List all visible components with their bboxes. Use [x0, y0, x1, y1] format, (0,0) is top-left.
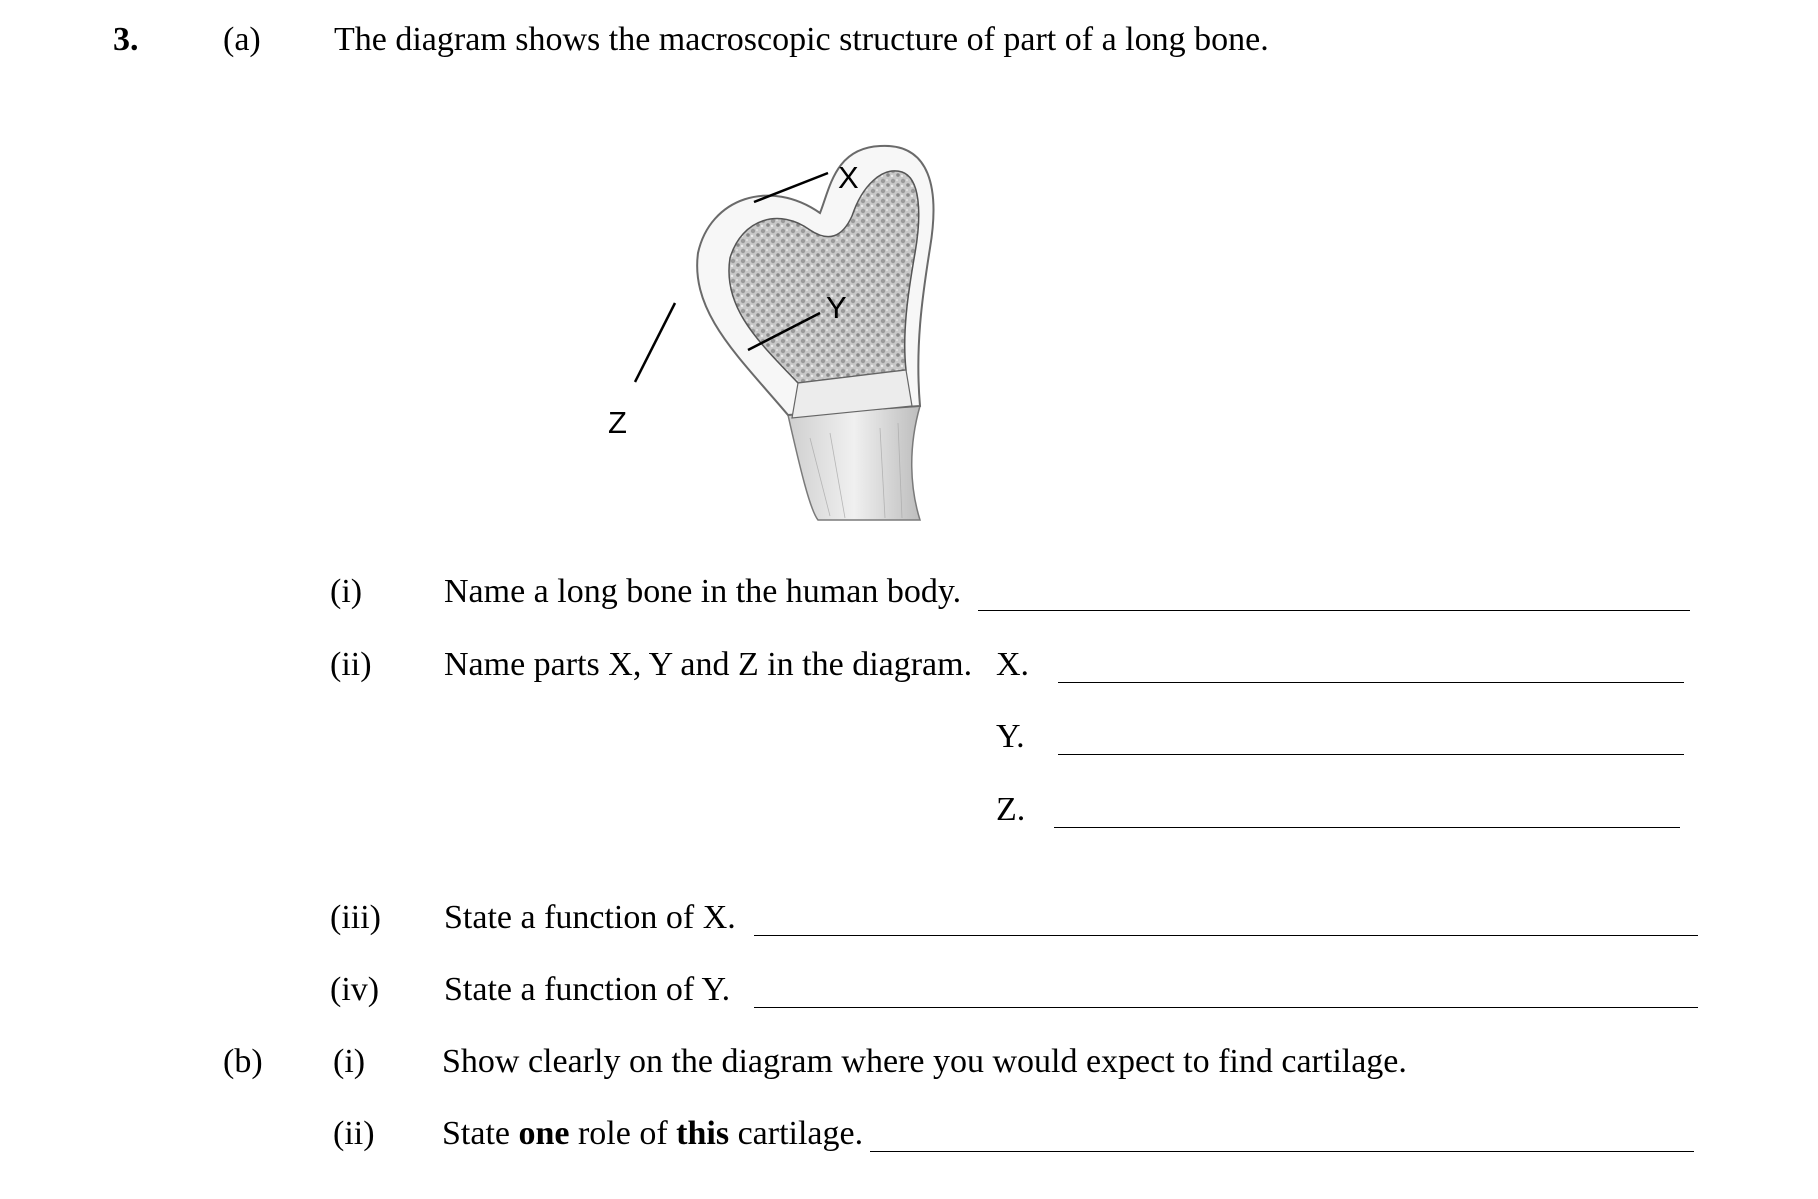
item-b-ii-text [442, 1114, 863, 1154]
item-b-ii-bold-one: one [518, 1115, 570, 1152]
diagram-label-x: X [838, 160, 859, 195]
item-b-ii-text-pre: State [442, 1115, 519, 1152]
item-a-i-text: Name a long bone in the human body. [444, 573, 962, 610]
item-a-iv-number: (iv) [330, 971, 380, 1008]
diagram-label-z: Z [608, 405, 627, 440]
item-b-ii-text-post: cartilage. [729, 1115, 864, 1152]
item-b-ii-bold-this: this [676, 1115, 730, 1152]
long-bone-diagram [608, 138, 1030, 538]
leader-line-z [635, 303, 675, 382]
item-a-i-number: (i) [330, 573, 363, 610]
item-a-iii-number: (iii) [330, 899, 381, 936]
part-y-label: Y. [996, 718, 1025, 755]
answer-line-part-x[interactable] [1058, 682, 1684, 683]
answer-line-b-ii[interactable] [870, 1151, 1694, 1152]
item-a-iv-text: State a function of Y. [444, 971, 731, 1008]
answer-line-a-i[interactable] [978, 610, 1690, 611]
item-b-ii-number: (ii) [333, 1115, 375, 1152]
item-a-ii-text: Name parts X, Y and Z in the diagram. [444, 646, 973, 683]
question-number: 3. [113, 21, 139, 58]
answer-line-a-iv[interactable] [754, 1007, 1698, 1008]
item-b-i-text: Show clearly on the diagram where you would expect to find cartilage. [442, 1043, 1407, 1080]
item-b-ii-text-mid: role of [569, 1115, 677, 1152]
part-b-label: (b) [223, 1043, 263, 1080]
answer-line-part-y[interactable] [1058, 754, 1684, 755]
part-x-label: X. [996, 646, 1030, 683]
part-a-label: (a) [223, 21, 261, 58]
item-a-iii-text: State a function of X. [444, 899, 736, 936]
bone-shaft [788, 406, 920, 520]
question-stem: The diagram shows the macroscopic structure of part of a long bone. [334, 21, 1269, 58]
part-z-label: Z. [996, 791, 1026, 828]
answer-line-a-iii[interactable] [754, 935, 1698, 936]
leader-line-x [754, 173, 828, 202]
answer-line-part-z[interactable] [1054, 827, 1680, 828]
item-b-i-number: (i) [333, 1043, 366, 1080]
diagram-label-y: Y [826, 290, 847, 325]
item-a-ii-number: (ii) [330, 646, 372, 683]
